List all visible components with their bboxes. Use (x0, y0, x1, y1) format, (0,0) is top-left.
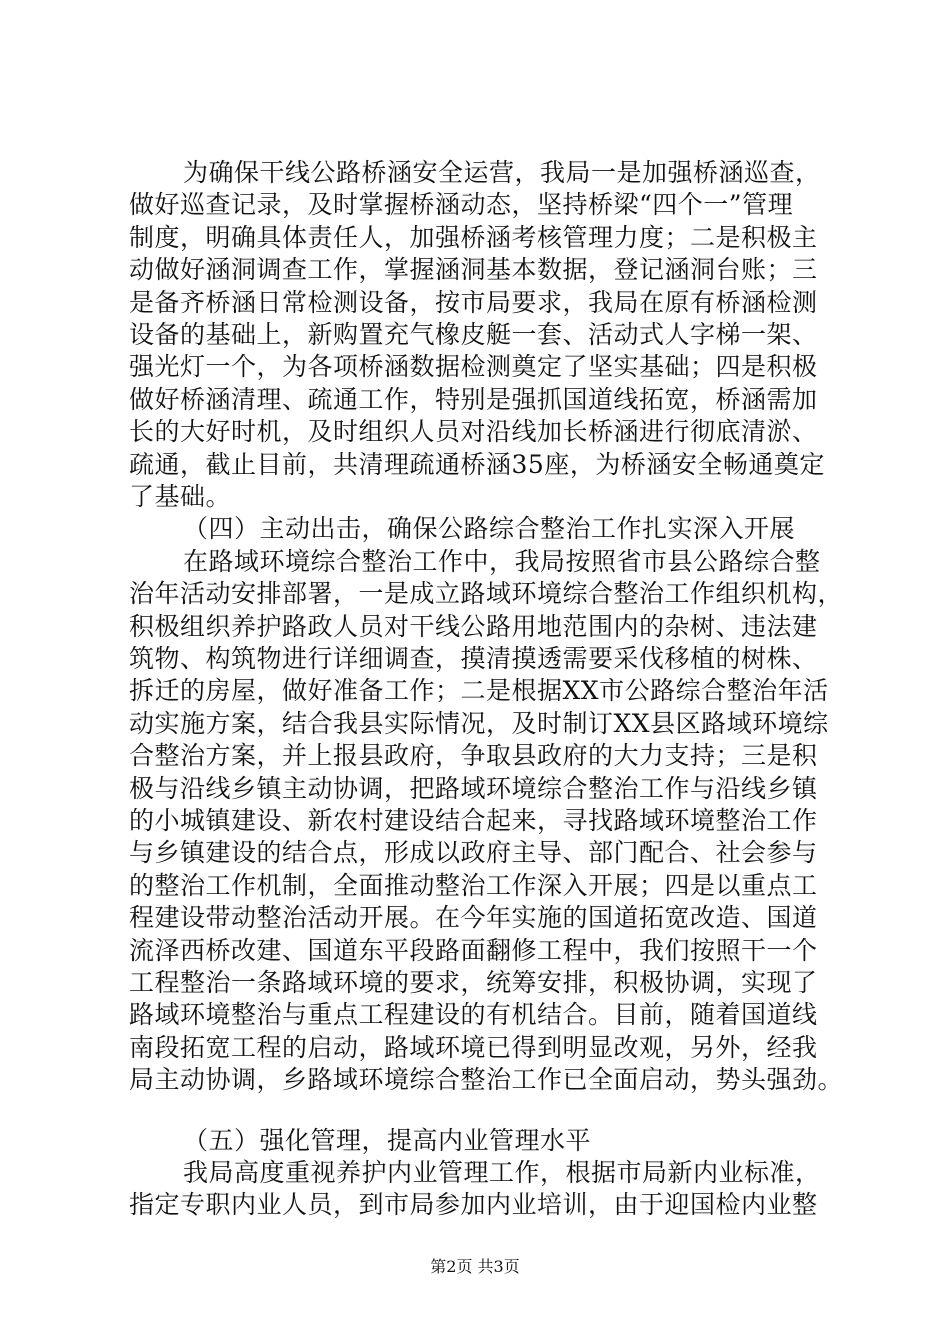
text-line: 是备齐桥涵日常检测设备，按市局要求，我局在原有桥涵检测 (129, 288, 818, 317)
text-line: 了基础。 (129, 482, 232, 511)
text-line: 指定专职内业人员，到市局参加内业培训，由于迎国检内业整 (129, 1190, 818, 1219)
text-line: 程建设带动整治活动开展。在今年实施的国道拓宽改造、国道 (129, 903, 818, 932)
text-line: 合整治方案，并上报县政府，争取县政府的大力支持；三是积 (129, 741, 818, 770)
text-line: 南段拓宽工程的启动，路域环境已得到明显改观，另外，经我 (129, 1033, 818, 1062)
text-line: 动做好涵洞调查工作，掌握涵洞基本数据，登记涵洞台账；三 (129, 255, 818, 284)
text-line: 的小城镇建设、新农村建设结合起来，寻找路域环境整治工作 (129, 806, 818, 835)
text-line: 路域环境整治与重点工程建设的有机结合。目前，随着国道线 (129, 1000, 818, 1029)
text-line: 筑物、构筑物进行详细调查，摸清摸透需要采伐移植的树株、 (129, 644, 818, 673)
text-line: 拆迁的房屋，做好准备工作；二是根据XX市公路综合整治年活 (129, 676, 829, 705)
text-line: 治年活动安排部署，一是成立路域环境综合整治工作组织机构， (129, 579, 844, 608)
text-line: 为确保干线公路桥涵安全运营，我局一是加强桥涵巡查， (183, 158, 821, 187)
text-line: 疏通，截止目前，共清理疏通桥涵35座，为桥涵安全畅通奠定 (129, 450, 825, 479)
text-line: 做好桥涵清理、疏通工作，特别是强抓国道线拓宽，桥涵需加 (129, 385, 818, 414)
section-heading: （四）主动出击，确保公路综合整治工作扎实深入开展 (183, 514, 796, 543)
text-line: 流泽西桥改建、国道东平段路面翻修工程中，我们按照干一个 (129, 936, 818, 965)
text-line: 动实施方案，结合我县实际情况，及时制订XX县区路域环境综 (129, 709, 829, 738)
text-line: 与乡镇建设的结合点，形成以政府主导、部门配合、社会参与 (129, 838, 818, 867)
text-line: 的整治工作机制，全面推动整治工作深入开展；四是以重点工 (129, 871, 818, 900)
text-line: 工程整治一条路域环境的要求，统筹安排，积极协调，实现了 (129, 968, 818, 997)
text-line: 在路域环境综合整治工作中，我局按照省市县公路综合整 (183, 547, 821, 576)
text-line: 极与沿线乡镇主动协调，把路域环境综合整治工作与沿线乡镇 (129, 774, 818, 803)
text-line: 我局高度重视养护内业管理工作，根据市局新内业标准， (183, 1158, 821, 1187)
text-line: 做好巡查记录，及时掌握桥涵动态，坚持桥梁“四个一”管理 (129, 190, 794, 219)
text-line: 强光灯一个，为各项桥涵数据检测奠定了坚实基础；四是积极 (129, 352, 818, 381)
text-line: 制度，明确具体责任人，加强桥涵考核管理力度；二是积极主 (129, 223, 818, 252)
text-line: 长的大好时机，及时组织人员对沿线加长桥涵进行彻底清淤、 (129, 417, 818, 446)
text-line: 局主动协调，乡路域环境综合整治工作已全面启动，势头强劲。 (129, 1065, 844, 1094)
section-heading: （五）强化管理，提高内业管理水平 (183, 1126, 592, 1155)
text-line: 设备的基础上，新购置充气橡皮艇一套、活动式人字梯一架、 (129, 320, 818, 349)
text-line: 积极组织养护路政人员对干线公路用地范围内的杂树、违法建 (129, 612, 818, 641)
page-footer: 第2页 共3页 (430, 1257, 520, 1276)
